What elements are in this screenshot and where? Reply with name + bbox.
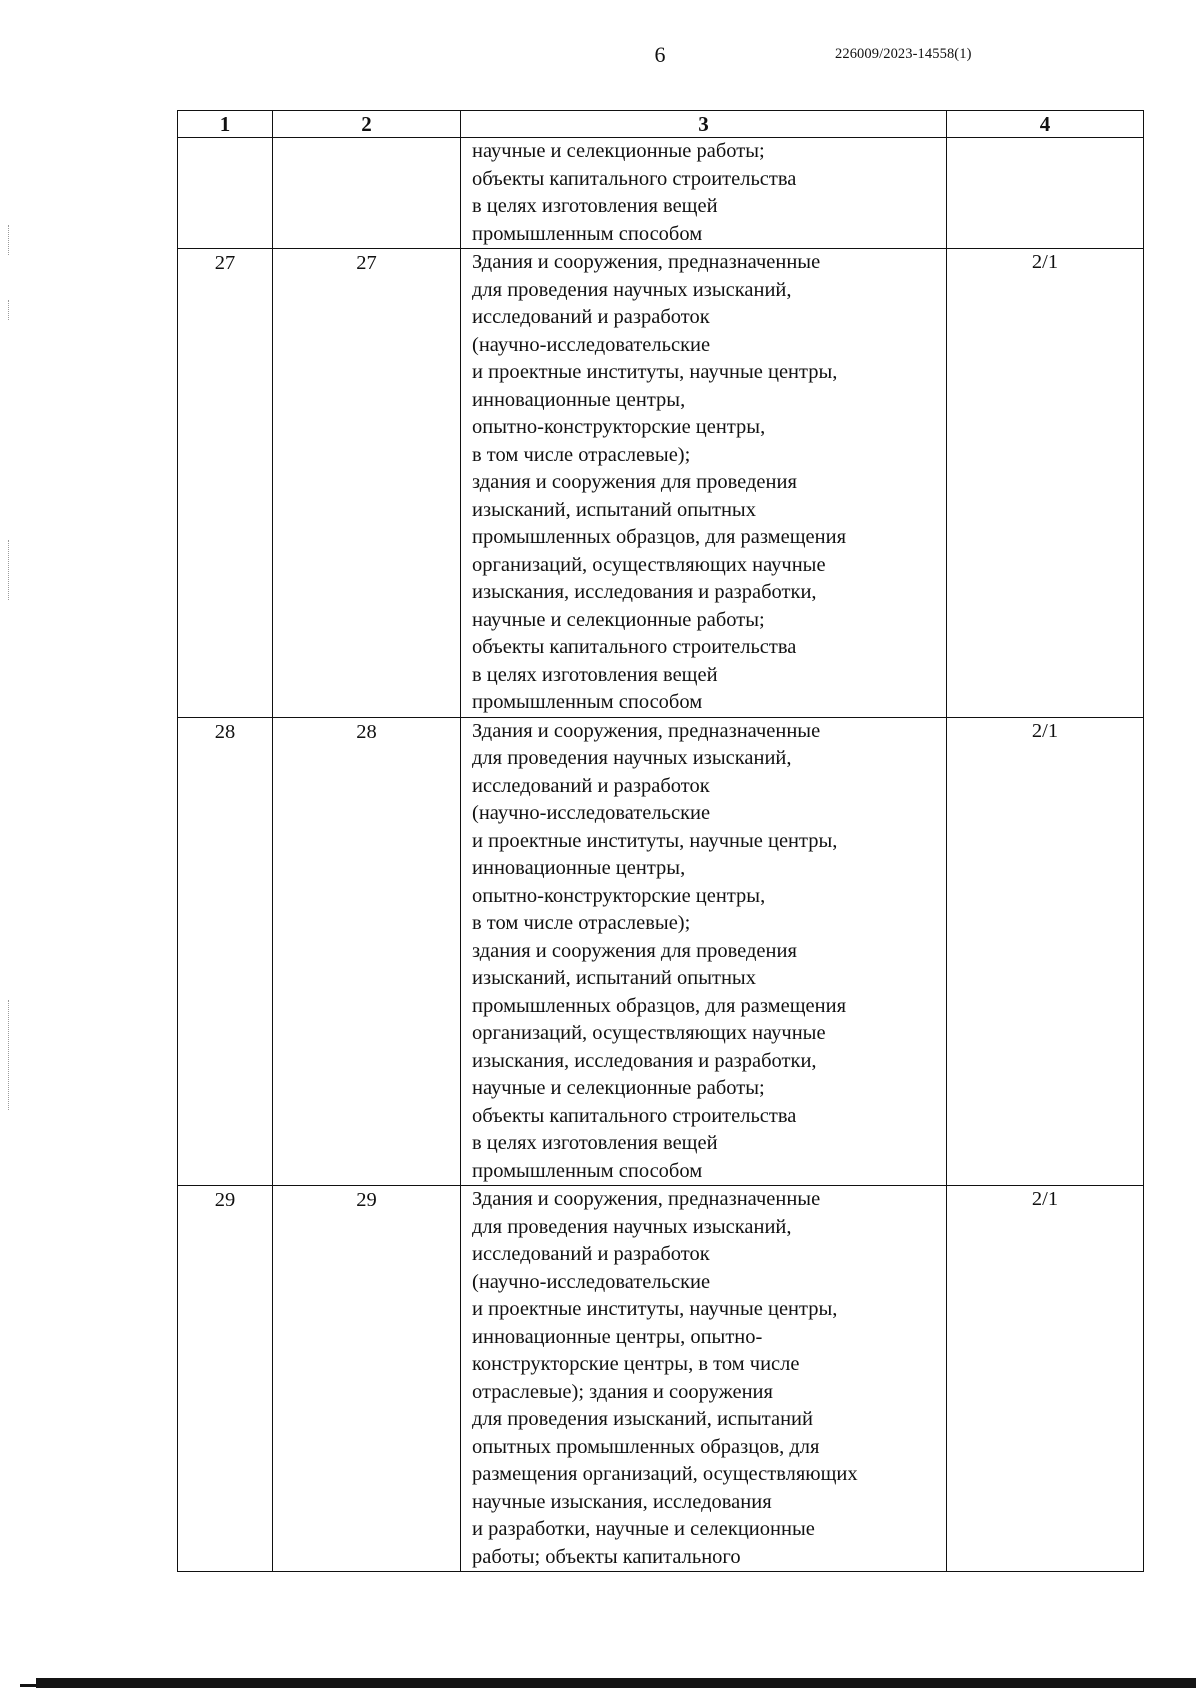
description-line: объекты капитального строительства <box>472 1104 797 1127</box>
table-row <box>178 717 1144 1186</box>
table-row <box>178 138 1144 249</box>
cell-number-col2: 28 <box>273 717 461 1186</box>
description-line: научные и селекционные работы; <box>472 140 765 162</box>
table-row <box>178 249 1144 718</box>
description-line: для проведения научных изысканий, <box>472 1215 792 1238</box>
description-line: изыскания, исследования и разработки, <box>472 1049 817 1072</box>
scan-margin-mark <box>8 540 11 600</box>
description-line: промышленным способом <box>472 222 703 245</box>
description-line: промышленным способом <box>472 1159 703 1182</box>
description-line: Здания и сооружения, предназначенные <box>472 251 821 273</box>
description-line: исследований и разработок <box>472 1243 710 1265</box>
cell-number-col1 <box>178 138 273 249</box>
description-line: Здания и сооружения, предназначенные <box>472 719 821 742</box>
description-line: и проектные институты, научные центры, <box>472 361 838 383</box>
description-line: промышленных образцов, для размещения <box>472 526 847 548</box>
scan-margin-mark <box>8 300 11 320</box>
table-body <box>178 138 1144 1572</box>
cell-number-col2 <box>273 138 461 249</box>
description-line: работы; объекты капитального <box>472 1545 741 1568</box>
description-line: организаций, осуществляющих научные <box>472 1022 826 1044</box>
column-header-1: 1 <box>178 111 273 138</box>
description-line: (научно-исследовательские <box>472 802 711 824</box>
description-line: размещения организаций, осуществляющих <box>472 1463 858 1485</box>
description-line: инновационные центры, опытно- <box>472 1325 763 1348</box>
description-line: (научно-исследовательские <box>472 1270 711 1293</box>
table-row <box>178 1186 1144 1572</box>
description-line: изысканий, испытаний опытных <box>472 498 756 521</box>
cell-rating: 2/1 <box>947 1186 1144 1572</box>
description-line: исследований и разработок <box>472 306 710 328</box>
description-line: Здания и сооружения, предназначенные <box>472 1188 821 1210</box>
description-line: в целях изготовления вещей <box>472 1132 718 1154</box>
cell-description <box>461 249 947 718</box>
description-line: для проведения изысканий, испытаний <box>472 1408 813 1430</box>
scan-margin-mark <box>8 225 11 255</box>
description-line: отраслевые); здания и сооружения <box>472 1380 773 1403</box>
cell-description <box>461 138 947 249</box>
description-line: здания и сооружения для проведения <box>472 939 797 962</box>
cell-rating: 2/1 <box>947 249 1144 718</box>
description-line: организаций, осуществляющих научные <box>472 553 826 576</box>
description-line: исследований и разработок <box>472 774 710 797</box>
description-line: изыскания, исследования и разработки, <box>472 581 817 603</box>
description-line: инновационные центры, <box>472 388 686 411</box>
description-line: промышленных образцов, для размещения <box>472 994 847 1017</box>
description-line: научные и селекционные работы; <box>472 608 765 631</box>
description-line: научные изыскания, исследования <box>472 1490 772 1513</box>
cell-number-col2: 29 <box>273 1186 461 1572</box>
table-header-row <box>178 111 1144 138</box>
description-line: и разработки, научные и селекционные <box>472 1518 815 1540</box>
column-header-4: 4 <box>947 111 1144 138</box>
description-line: (научно-исследовательские <box>472 333 711 356</box>
page-number: 6 <box>654 42 666 67</box>
description-line: научные и селекционные работы; <box>472 1077 765 1099</box>
description-line: объекты капитального строительства <box>472 636 797 658</box>
description-line: в том числе отраслевые); <box>472 912 691 934</box>
scan-bottom-edge <box>36 1678 1196 1688</box>
cell-description <box>461 717 947 1186</box>
description-line: в целях изготовления вещей <box>472 195 718 217</box>
cell-rating <box>947 138 1144 249</box>
description-line: изысканий, испытаний опытных <box>472 967 756 989</box>
document-id: 226009/2023-14558(1) <box>835 46 972 62</box>
cell-number-col1: 29 <box>178 1186 273 1572</box>
description-line: опытно-конструкторские центры, <box>472 416 766 438</box>
scan-margin-mark <box>8 1000 11 1110</box>
description-line: для проведения научных изысканий, <box>472 278 792 301</box>
cell-number-col1: 27 <box>178 249 273 718</box>
scan-bottom-edge-tip <box>20 1684 60 1687</box>
description-line: промышленным способом <box>472 691 703 713</box>
cell-rating: 2/1 <box>947 717 1144 1186</box>
description-line: опытных промышленных образцов, для <box>472 1435 820 1458</box>
description-line: для проведения научных изысканий, <box>472 747 792 769</box>
column-header-3: 3 <box>461 111 947 138</box>
description-line: в том числе отраслевые); <box>472 443 691 466</box>
description-line: и проектные институты, научные центры, <box>472 829 838 852</box>
description-line: и проектные институты, научные центры, <box>472 1298 838 1320</box>
description-line: объекты капитального строительства <box>472 167 797 190</box>
cell-description <box>461 1186 947 1572</box>
description-line: конструкторские центры, в том числе <box>472 1353 800 1375</box>
cell-number-col1: 28 <box>178 717 273 1186</box>
description-line: инновационные центры, <box>472 857 686 879</box>
description-line: здания и сооружения для проведения <box>472 471 797 493</box>
data-table <box>177 110 1144 1572</box>
column-header-2: 2 <box>273 111 461 138</box>
description-line: в целях изготовления вещей <box>472 663 718 686</box>
cell-number-col2: 27 <box>273 249 461 718</box>
description-line: опытно-конструкторские центры, <box>472 884 766 907</box>
